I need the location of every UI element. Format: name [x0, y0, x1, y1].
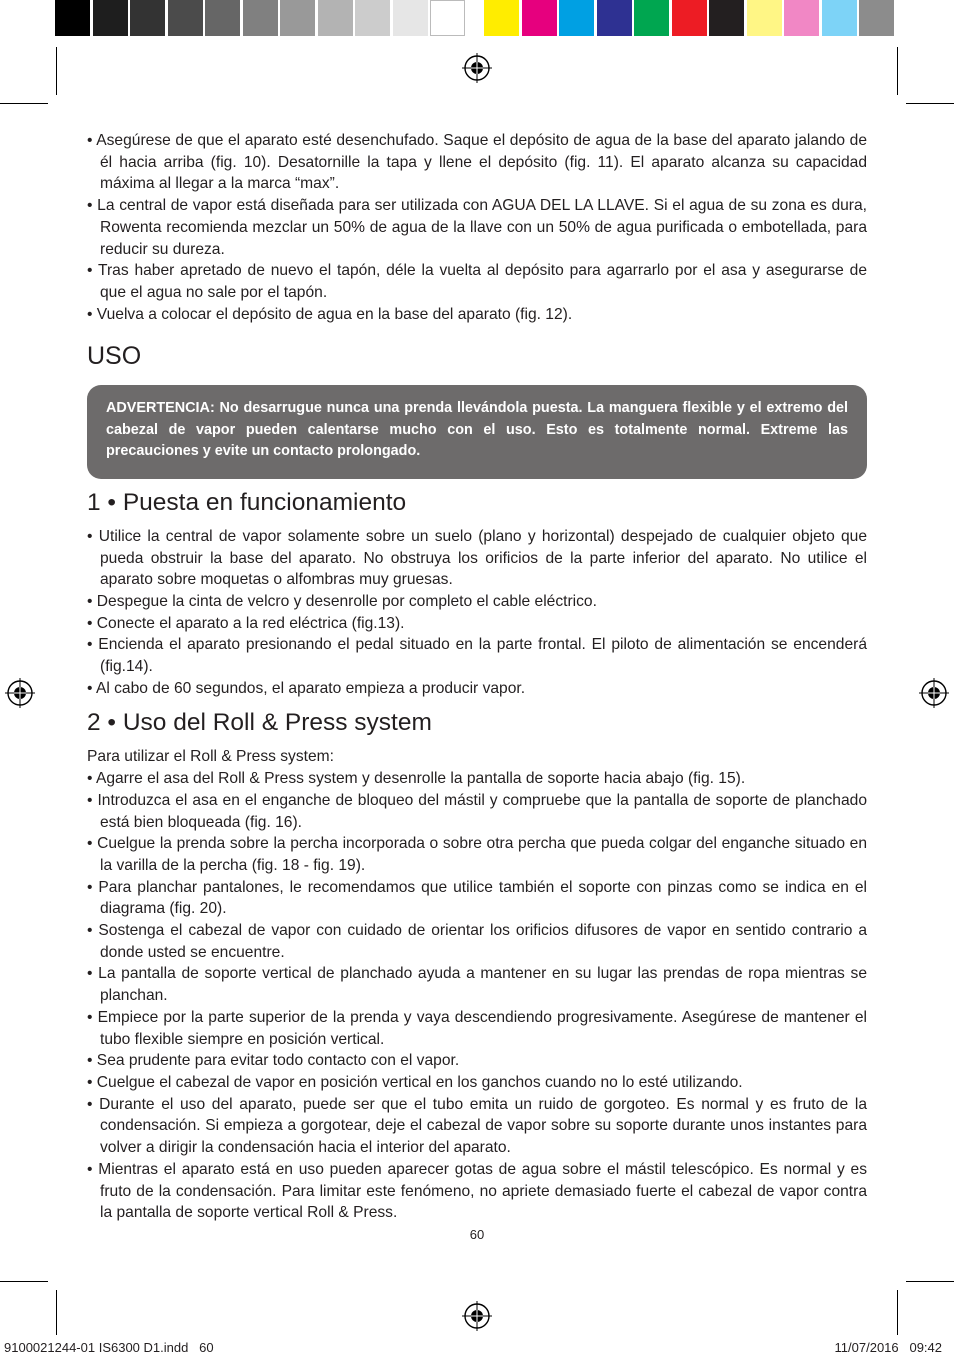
color-swatch	[747, 0, 782, 36]
list-item: • Agarre el asa del Roll & Press system y desenrolle la pantalla de soporte hacia abajo (fig. 15).	[87, 768, 867, 790]
crop-mark	[906, 103, 954, 104]
list-item: • Durante el uso del aparato, puede ser que el tubo emita un ruido de gorgoteo. Es normal y es fruto de la condensación. Si empieza a gorgotear, deje el cabezal de vapor sobre su soporte durante unos instantes para volver a dirigir la condensación hacia el interior del aparato.	[87, 1094, 867, 1159]
list-item: • Vuelva a colocar el depósito de agua en la base del aparato (fig. 12).	[87, 304, 867, 326]
section-1-bullet-list	[87, 526, 867, 700]
color-swatch	[130, 0, 165, 36]
list-item: • La pantalla de soporte vertical de planchado ayuda a mantener en su lugar las prendas de ropa mientras se planchan.	[87, 963, 867, 1006]
list-item: • Despegue la cinta de velcro y desenrolle por completo el cable eléctrico.	[87, 591, 867, 613]
list-item: • La central de vapor está diseñada para ser utilizada con AGUA DEL LA LLAVE. Si el agua de su zona es dura, Rowenta recomienda mezclar un 50% de agua de la llave con un 50% de agua purificada o embotellada, para reducir su dureza.	[87, 195, 867, 260]
color-swatch	[93, 0, 128, 36]
color-swatch	[205, 0, 240, 36]
color-swatch	[559, 0, 594, 36]
color-swatch	[709, 0, 744, 36]
footer-date: 11/07/2016 09:42	[834, 1340, 942, 1355]
section-2-heading: 2 • Uso del Roll & Press system	[87, 709, 432, 737]
color-swatch	[522, 0, 557, 36]
color-swatch	[55, 0, 90, 36]
color-swatch	[168, 0, 203, 36]
color-swatch	[484, 0, 519, 36]
list-item: • Empiece por la parte superior de la prenda y vaya descendiendo progresivamente. Asegúrese de mantener el tubo flexible siempre en posición vertical.	[87, 1007, 867, 1050]
list-item: • Para planchar pantalones, le recomendamos que utilice también el soporte con pinzas como se indica en el diagrama (fig. 20).	[87, 877, 867, 920]
list-item: • Cuelgue el cabezal de vapor en posición vertical en los ganchos cuando no lo esté utilizando.	[87, 1072, 867, 1094]
color-swatch	[393, 0, 428, 36]
footer-file-info: 9100021244-01 IS6300 D1.indd 60	[4, 1340, 214, 1355]
list-item: • Al cabo de 60 segundos, el aparato empieza a producir vapor.	[87, 678, 867, 700]
color-swatch	[280, 0, 315, 36]
list-item: • Encienda el aparato presionando el pedal situado en la parte frontal. El piloto de alimentación se encenderá (fig.14).	[87, 634, 867, 677]
section-2-intro: Para utilizar el Roll & Press system:	[87, 748, 334, 766]
color-swatch	[597, 0, 632, 36]
warning-box: ADVERTENCIA: No desarrugue nunca una prenda llevándola puesta. La manguera flexible y el extremo del cabezal de vapor pueden calentarse mucho con el uso. Esto es totalmente normal. Extreme las precauciones y evite un contacto prolongado.	[87, 385, 867, 479]
color-swatch	[784, 0, 819, 36]
list-item: • Cuelgue la prenda sobre la percha incorporada o sobre otra percha que pueda colgar del enganche situado en la varilla de la percha (fig. 18 - fig. 19).	[87, 833, 867, 876]
crop-mark	[897, 1290, 898, 1335]
list-item: • Utilice la central de vapor solamente sobre un suelo (plano y horizontal) despejado de cualquier objeto que pueda obstruir la base del aparato. No obstruya los orificios de la parte inferior del aparato. No utilice el aparato sobre moquetas o alfombras muy gruesas.	[87, 526, 867, 591]
list-item: • Tras haber apretado de nuevo el tapón, déle la vuelta al depósito para agarrarlo por el asa y asegurarse de que el agua no sale por el tapón.	[87, 260, 867, 303]
list-item: • Conecte el aparato a la red eléctrica (fig.13).	[87, 613, 867, 635]
crop-mark	[906, 1281, 954, 1282]
page-number: 60	[469, 1227, 485, 1242]
registration-mark-icon	[5, 678, 35, 708]
page-content	[87, 130, 867, 1224]
list-item: • Mientras el aparato está en uso pueden aparecer gotas de agua sobre el mástil telescópico. Es normal y es fruto de la condensación. Para limitar este fenómeno, no apriete demasiado fuerte el cabezal de vapor contra la pantalla de soporte vertical Roll & Press.	[87, 1159, 867, 1224]
uso-heading: USO	[87, 342, 142, 371]
color-calibration-bar	[484, 0, 897, 38]
section-1-heading: 1 • Puesta en funcionamiento	[87, 488, 407, 516]
list-item: • Sea prudente para evitar todo contacto con el vapor.	[87, 1050, 867, 1072]
list-item: • Introduzca el asa en el enganche de bloqueo del mástil y compruebe que la pantalla de soporte de planchado está bien bloqueada (fig. 16).	[87, 790, 867, 833]
color-swatch	[672, 0, 707, 36]
color-swatch	[430, 0, 465, 36]
color-swatch	[634, 0, 669, 36]
crop-mark	[0, 1281, 48, 1282]
registration-mark-icon	[462, 1301, 492, 1331]
color-swatch	[243, 0, 278, 36]
color-swatch	[318, 0, 353, 36]
grayscale-calibration-bar	[55, 0, 468, 38]
crop-mark	[897, 47, 898, 95]
color-swatch	[822, 0, 857, 36]
intro-bullet-list	[87, 130, 867, 325]
color-swatch	[355, 0, 390, 36]
crop-mark	[56, 1290, 57, 1335]
color-swatch	[859, 0, 894, 36]
crop-mark	[0, 103, 48, 104]
section-2-bullet-list	[87, 768, 867, 1224]
list-item: • Sostenga el cabezal de vapor con cuidado de orientar los orificios difusores de vapor en sentido contrario a donde usted se encuentre.	[87, 920, 867, 963]
crop-mark	[56, 47, 57, 95]
registration-mark-icon	[919, 678, 949, 708]
list-item: • Asegúrese de que el aparato esté desenchufado. Saque el depósito de agua de la base del aparato jalando de él hacia arriba (fig. 10). Desatornille la tapa y llene el depósito (fig. 11). El aparato alcanza su capacidad máxima al llegar a la marca “max”.	[87, 130, 867, 195]
registration-mark-icon	[462, 53, 492, 83]
